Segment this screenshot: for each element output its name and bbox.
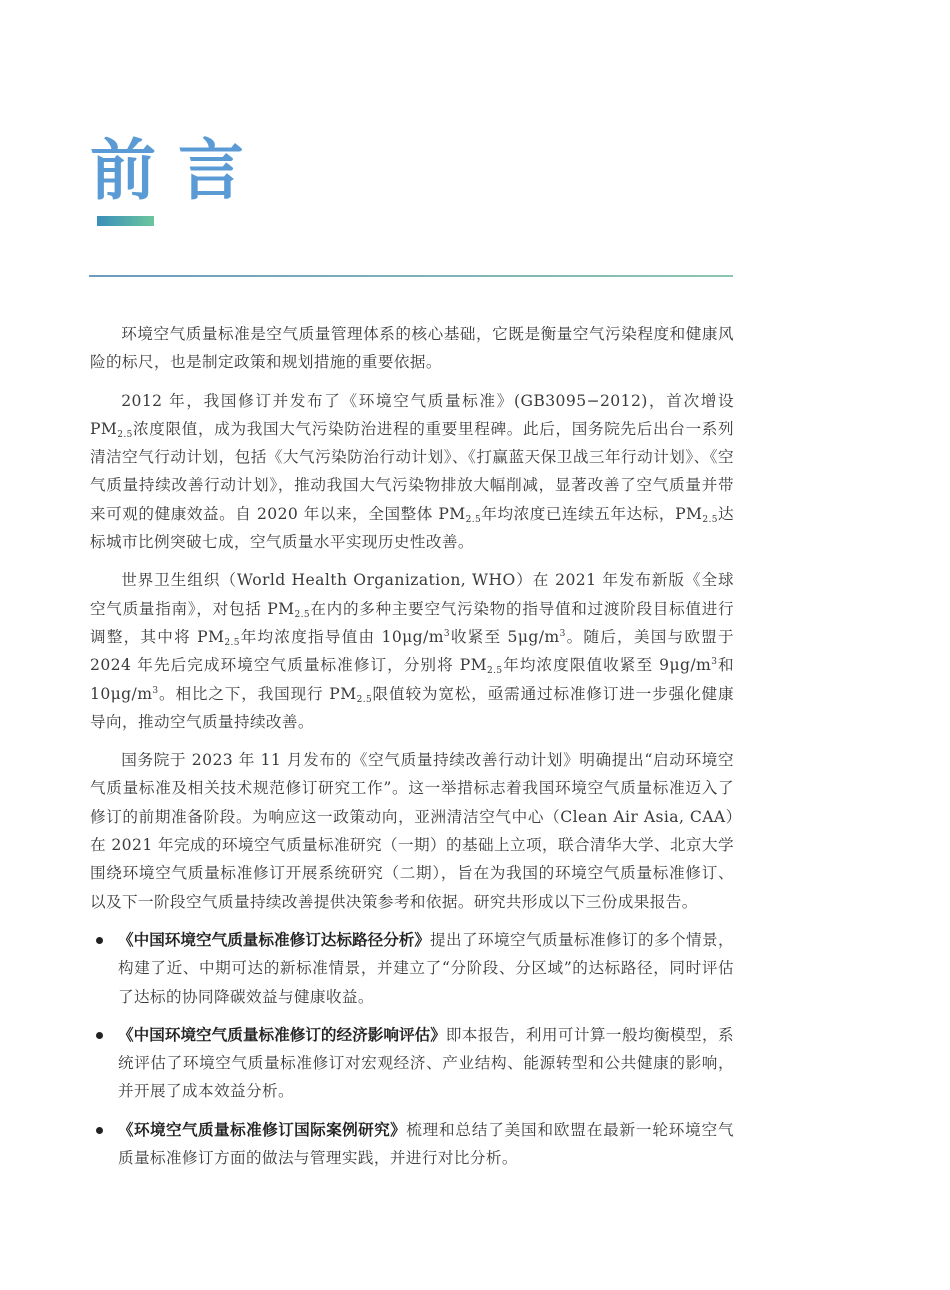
preface-body — [90, 320, 734, 1182]
bullet-icon — [96, 1032, 103, 1039]
text-run: 收紧至 5μg/m — [450, 627, 560, 646]
report-title: 《中国环境空气质量标准修订的经济影响评估》 — [118, 1025, 446, 1044]
paragraph-study-background: 国务院于 2023 年 11 月发布的《空气质量持续改善行动计划》明确提出“启动环境空气质量标准及相关技术规范修订研究工作”。这一举措标志着我国环境空气质量标准迈入了修订的前期准备阶段。为响应这一政策动向，亚洲清洁空气中心（Clean Air Asia, CAA）在 2021 年完成的环境空气质量标准研究（一期）的基础上立项，联合清华大学、北京大学围绕环境空气质量标准修订开展系统研究（二期），旨在为我国的环境空气质量标准修订、以及下一阶段空气质量持续改善提供决策参考和依据。研究共形成以下三份成果报告。 — [90, 751, 734, 911]
text-run: 限值较为宽松，亟需通过标准修订进一步强化健康导向，推动空气质量持续改善。 — [90, 684, 734, 731]
list-item — [90, 926, 734, 1011]
pm-subscript: 2.5 — [224, 637, 240, 648]
text-run: 。相比之下，我国现行 PM — [158, 684, 357, 703]
text-run: 年均浓度已连续五年达标，PM — [481, 504, 703, 523]
report-description: 提出了环境空气质量标准修订的多个情景，构建了近、中期可达的新标准情景，并建立了“分阶段、分区域”的达标路径，同时评估了达标的协同降碳效益与健康收益。 — [118, 930, 734, 1006]
cube-superscript: 3 — [711, 657, 718, 668]
cube-superscript: 3 — [443, 628, 451, 639]
report-description: 即本报告，利用可计算一般均衡模型，系统评估了环境空气质量标准修订对宏观经济、产业结构、能源转型和公共健康的影响，并开展了成本效益分析。 — [118, 1025, 734, 1101]
paragraph-who-guidelines — [90, 566, 734, 736]
report-list — [90, 926, 734, 1172]
cube-superscript: 3 — [559, 628, 566, 639]
paragraph-2012-standard — [90, 387, 734, 557]
title-accent-bar — [97, 216, 154, 226]
text-run: 年均浓度指导值由 10μg/m — [239, 627, 444, 646]
text-run: 年均浓度限值收紧至 9μg/m — [502, 656, 712, 675]
text-run: 。随后，美国与欧盟于 2024 年先后完成环境空气质量标准修订，分别将 PM — [90, 627, 734, 675]
report-title: 《中国环境空气质量标准修订达标路径分析》 — [118, 930, 430, 949]
cube-superscript: 3 — [152, 685, 159, 696]
text-run: 和 10μg/m — [90, 656, 734, 703]
section-divider — [89, 275, 733, 277]
text-run: 浓度限值，成为我国大气污染防治进程的重要里程碑。此后，国务院先后出台一系列清洁空气行动计划，包括《大气污染防治行动计划》、《打赢蓝天保卫战三年行动计划》、《空气质量持续改善行动计划》，推动我国大气污染物排放大幅削减，显著改善了空气质量并带来可观的健康效益。自 2020 年以来，全国整体 PM — [90, 419, 734, 523]
paragraph-intro: 环境空气质量标准是空气质量管理体系的核心基础，它既是衡量空气污染程度和健康风险的标尺，也是制定政策和规划措施的重要依据。 — [90, 325, 734, 372]
bullet-icon — [96, 1127, 103, 1134]
page-title: 前言 — [90, 131, 266, 209]
pm-subscript: 2.5 — [487, 666, 503, 677]
list-item — [90, 1116, 734, 1173]
report-title: 《环境空气质量标准修订国际案例研究》 — [118, 1120, 407, 1139]
text-run: 在内的多种主要空气污染物的指导值和过渡阶段目标值进行调整，其中将 PM — [90, 599, 735, 646]
text-run: 达标城市比例突破七成，空气质量水平实现历史性改善。 — [90, 504, 734, 552]
pm-subscript: 2.5 — [356, 694, 373, 705]
text-run: 世界卫生组织（World Health Organization, WHO）在 2021 年发布新版《全球空气质量指南》，对包括 PM — [90, 571, 734, 618]
report-description: 梳理和总结了美国和欧盟在最新一轮环境空气质量标准修订方面的做法与管理实践，并进行对比分析。 — [118, 1120, 734, 1168]
pm-subscript: 2.5 — [117, 429, 133, 440]
pm-subscript: 2.5 — [465, 514, 482, 525]
pm-subscript: 2.5 — [702, 514, 718, 525]
list-item — [90, 1021, 734, 1106]
bullet-icon — [96, 937, 103, 944]
pm-subscript: 2.5 — [294, 609, 311, 620]
text-run: 2012 年，我国修订并发布了《环境空气质量标准》(GB3095−2012)，首次增设 PM — [90, 391, 734, 438]
